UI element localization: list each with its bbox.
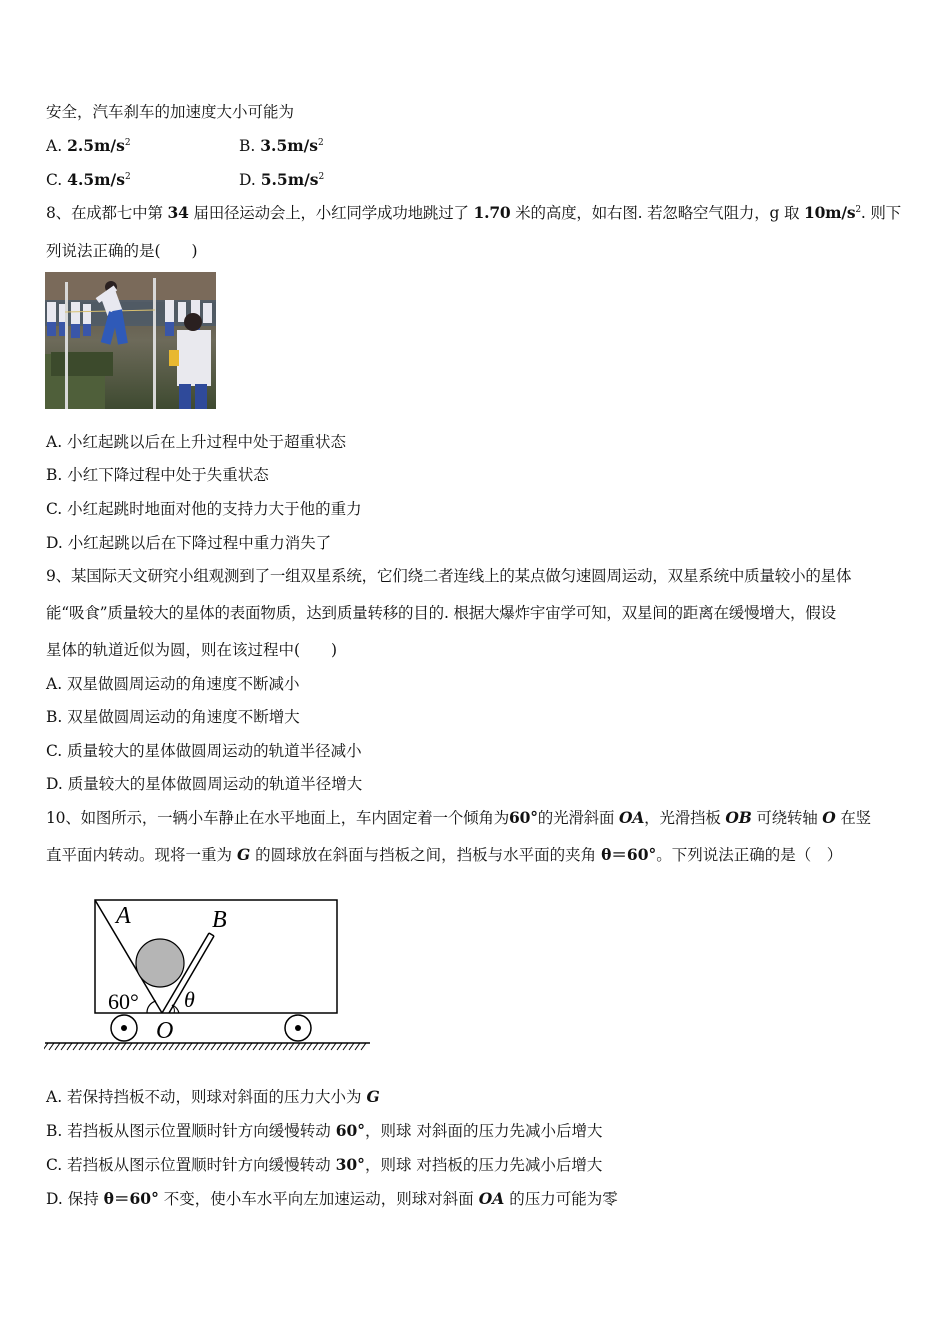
q8-stem-line-2: 列说法正确的是( ) <box>46 242 198 260</box>
q9-option-c: C. 质量较大的星体做圆周运动的轨道半径减小 <box>46 742 362 760</box>
q8-option-a: A. 小红起跳以后在上升过程中处于超重状态 <box>46 433 347 451</box>
q10-option-b: B. 若挡板从图示位置顺时针方向缓慢转动 60°，则球 对斜面的压力先减小后增大 <box>46 1121 603 1140</box>
q9-stem-line-2: 能“吸食”质量较大的星体的表面物质，达到质量转移的目的. 根据大爆炸宇宙学可知，双星间的距离在缓慢增大，假设 <box>46 604 836 622</box>
label-a: A <box>116 903 131 929</box>
q10-option-a: A. 若保持挡板不动，则球对斜面的压力大小为 G <box>46 1087 380 1106</box>
q7-options-row-2 <box>46 170 325 190</box>
q7-option-c: C. $4.5m/s^2$ <box>46 170 131 189</box>
q8-option-d: D. 小红起跳以后在下降过程中重力消失了 <box>46 534 332 552</box>
q9-stem-line-3: 星体的轨道近似为圆，则在该过程中( ) <box>46 641 338 659</box>
q8-option-b: B. 小红下降过程中处于失重状态 <box>46 466 269 484</box>
q10-stem-line-2: 直平面内转动。现将一重为 G 的圆球放在斜面与挡板之间，挡板与水平面的夹角 θ＝60°。下列说法正确的是（ ） <box>46 845 843 864</box>
q9-option-a: A. 双星做圆周运动的角速度不断减小 <box>46 675 300 693</box>
q10-option-c: C. 若挡板从图示位置顺时针方向缓慢转动 30°，则球 对挡板的压力先减小后增大 <box>46 1155 603 1174</box>
q10-stem-line-1: 10、如图所示，一辆小车静止在水平地面上，车内固定着一个倾角为60°的光滑斜面 OA，光滑挡板 OB 可绕转轴 O 在竖 <box>46 808 871 827</box>
q9-option-d: D. 质量较大的星体做圆周运动的轨道半径增大 <box>46 775 363 793</box>
q7-option-d: D. $5.5m/s^2$ <box>239 170 325 189</box>
cart-incline-diagram <box>44 893 374 1053</box>
q9-stem-line-1: 9、某国际天文研究小组观测到了一组双星系统，它们绕二者连线上的某点做匀速圆周运动，双星系统中质量较小的星体 <box>46 567 852 585</box>
label-b: B <box>212 907 227 933</box>
q7-stem-tail: 安全，汽车刹车的加速度大小可能为 <box>46 103 295 121</box>
q8-option-c: C. 小红起跳时地面对他的支持力大于他的重力 <box>46 500 362 518</box>
q7-option-a: A. $2.5m/s^2$ <box>46 136 131 155</box>
q7-options-row-1 <box>46 136 324 156</box>
q7-option-b: B. $3.5m/s^2$ <box>239 136 324 155</box>
q9-option-b: B. 双星做圆周运动的角速度不断增大 <box>46 708 300 726</box>
q10-option-d: D. 保持 θ＝60° 不变，使小车水平向左加速运动，则球对斜面 OA 的压力可能为零 <box>46 1189 618 1208</box>
q8-stem-line-1: 8、在成都七中第 34 届田径运动会上，小红同学成功地跳过了 1.70 米的高度，如右图. 若忽略空气阻力，g 取 $10m/s^2$. 则下 <box>46 203 901 222</box>
label-o: O <box>156 1018 174 1044</box>
label-theta: θ <box>184 987 195 1012</box>
label-angle: 60° <box>108 989 139 1014</box>
high-jump-photo <box>45 272 216 409</box>
